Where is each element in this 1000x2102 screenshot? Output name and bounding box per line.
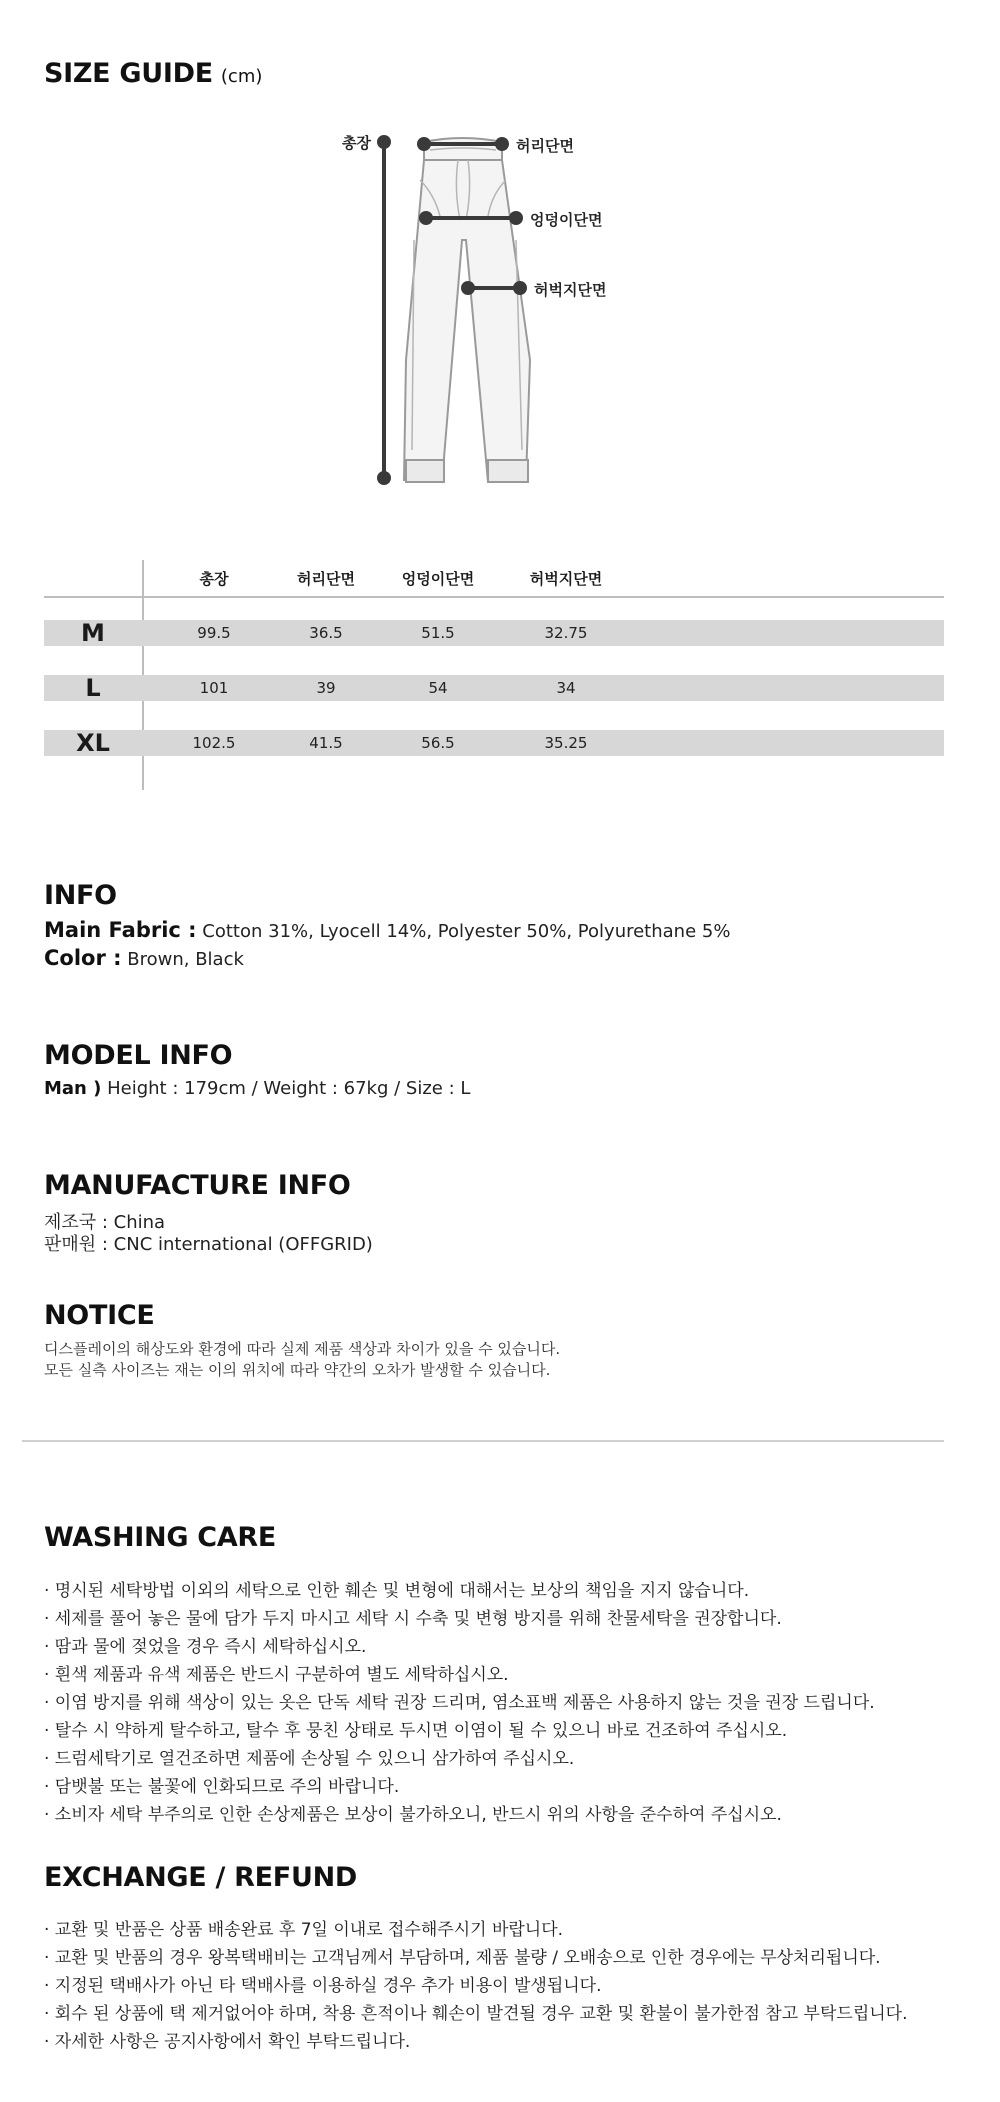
table-cell: 35.25	[544, 734, 588, 752]
color-line	[44, 946, 244, 970]
table-header-hip: 엉덩이단면	[401, 570, 475, 588]
table-cell: 102.5	[192, 734, 236, 752]
color-label: Color :	[44, 946, 122, 970]
label-total-length: 총장	[342, 134, 371, 152]
list-item: · 교환 및 반품의 경우 왕복택배비는 고객님께서 부담하며, 제품 불량 / 오배송으로 인한 경우에는 무상처리됩니다.	[44, 1948, 881, 1968]
table-cell: 36.5	[309, 624, 343, 642]
model-value: Height : 179cm / Weight : 67kg / Size : L	[107, 1078, 471, 1099]
list-item: · 교환 및 반품은 상품 배송완료 후 7일 이내로 접수해주시기 바랍니다.	[44, 1920, 564, 1940]
table-header-thigh: 허벅지단면	[529, 570, 603, 588]
label-thigh: 허벅지단면	[534, 281, 607, 299]
table-cell: 32.75	[544, 624, 588, 642]
total-length-marker	[377, 135, 391, 485]
list-item: · 세제를 풀어 놓은 물에 담가 두지 마시고 세탁 시 수축 및 변형 방지를 위해 찬물세탁을 권장합니다.	[44, 1609, 782, 1629]
model-label: Man )	[44, 1078, 102, 1099]
washing-care-heading: WASHING CARE	[44, 1522, 277, 1553]
model-info-heading: MODEL INFO	[44, 1040, 233, 1071]
manufacture-seller: 판매원 : CNC international (OFFGRID)	[44, 1234, 373, 1255]
table-header-total-length: 총장	[199, 570, 229, 588]
table-cell: 39	[316, 679, 336, 697]
manufacture-info-heading: MANUFACTURE INFO	[44, 1170, 351, 1201]
size-label: XL	[76, 729, 110, 757]
color-value: Brown, Black	[127, 949, 244, 970]
size-guide-title: SIZE GUIDE	[44, 58, 213, 89]
manufacture-country: 제조국 : China	[44, 1212, 166, 1233]
table-cell: 56.5	[421, 734, 455, 752]
exchange-refund-heading: EXCHANGE / REFUND	[44, 1862, 357, 1893]
list-item: · 담뱃불 또는 불꽃에 인화되므로 주의 바랍니다.	[44, 1777, 400, 1797]
list-item: · 소비자 세탁 부주의로 인한 손상제품은 보상이 불가하오니, 반드시 위의 사항을 준수하여 주십시오.	[44, 1805, 782, 1825]
table-cell: 54	[428, 679, 448, 697]
list-item: · 드럼세탁기로 열건조하면 제품에 손상될 수 있으니 삼가하여 주십시오.	[44, 1749, 575, 1769]
pants-illustration	[330, 120, 710, 500]
main-fabric-value: Cotton 31%, Lyocell 14%, Polyester 50%, Polyurethane 5%	[202, 921, 731, 942]
section-divider	[22, 1440, 944, 1442]
list-item: · 자세한 사항은 공지사항에서 확인 부탁드립니다.	[44, 2032, 411, 2052]
list-item: · 이염 방지를 위해 색상이 있는 옷은 단독 세탁 권장 드리며, 염소표백 제품은 사용하지 않는 것을 권장 드립니다.	[44, 1693, 875, 1713]
pants-measurement-diagram	[330, 120, 710, 500]
list-item: · 지정된 택배사가 아닌 타 택배사를 이용하실 경우 추가 비용이 발생됩니다.	[44, 1976, 602, 1996]
table-cell: 99.5	[197, 624, 231, 642]
size-label: L	[85, 674, 101, 702]
table-header-divider	[44, 596, 944, 598]
label-waist: 허리단면	[516, 137, 574, 155]
main-fabric-label: Main Fabric :	[44, 918, 197, 942]
notice-heading: NOTICE	[44, 1300, 155, 1331]
label-hip: 엉덩이단면	[530, 211, 603, 229]
list-item: · 회수 된 상품에 택 제거없어야 하며, 착용 흔적이나 훼손이 발견될 경우 교환 및 환불이 불가한점 참고 부탁드립니다.	[44, 2004, 908, 2024]
info-heading: INFO	[44, 880, 117, 911]
table-header-waist: 허리단면	[297, 570, 355, 588]
washing-care-list	[44, 1577, 875, 1829]
size-guide-unit: (cm)	[220, 66, 263, 87]
notice-line: 모든 실측 사이즈는 재는 이의 위치에 따라 약간의 오차가 발생할 수 있습니다.	[44, 1361, 551, 1379]
table-row	[44, 730, 944, 756]
table-row	[44, 675, 944, 701]
main-fabric-line	[44, 918, 730, 942]
list-item: · 명시된 세탁방법 이외의 세탁으로 인한 훼손 및 변형에 대해서는 보상의 책임을 지지 않습니다.	[44, 1581, 750, 1601]
model-info-line	[44, 1078, 470, 1099]
list-item: · 땀과 물에 젖었을 경우 즉시 세탁하십시오.	[44, 1637, 367, 1657]
notice-line: 디스플레이의 해상도와 환경에 따라 실제 제품 색상과 차이가 있을 수 있습니다.	[44, 1340, 561, 1358]
list-item: · 흰색 제품과 유색 제품은 반드시 구분하여 별도 세탁하십시오.	[44, 1665, 509, 1685]
list-item: · 탈수 시 약하게 탈수하고, 탈수 후 뭉친 상태로 두시면 이염이 될 수 있으니 바로 건조하여 주십시오.	[44, 1721, 788, 1741]
size-guide-heading	[44, 58, 262, 89]
exchange-refund-list	[44, 1916, 908, 2056]
table-row	[44, 620, 944, 646]
size-label: M	[81, 619, 105, 647]
table-cell: 51.5	[421, 624, 455, 642]
size-table	[44, 560, 944, 790]
table-cell: 34	[556, 679, 576, 697]
table-cell: 101	[199, 679, 229, 697]
table-cell: 41.5	[309, 734, 343, 752]
